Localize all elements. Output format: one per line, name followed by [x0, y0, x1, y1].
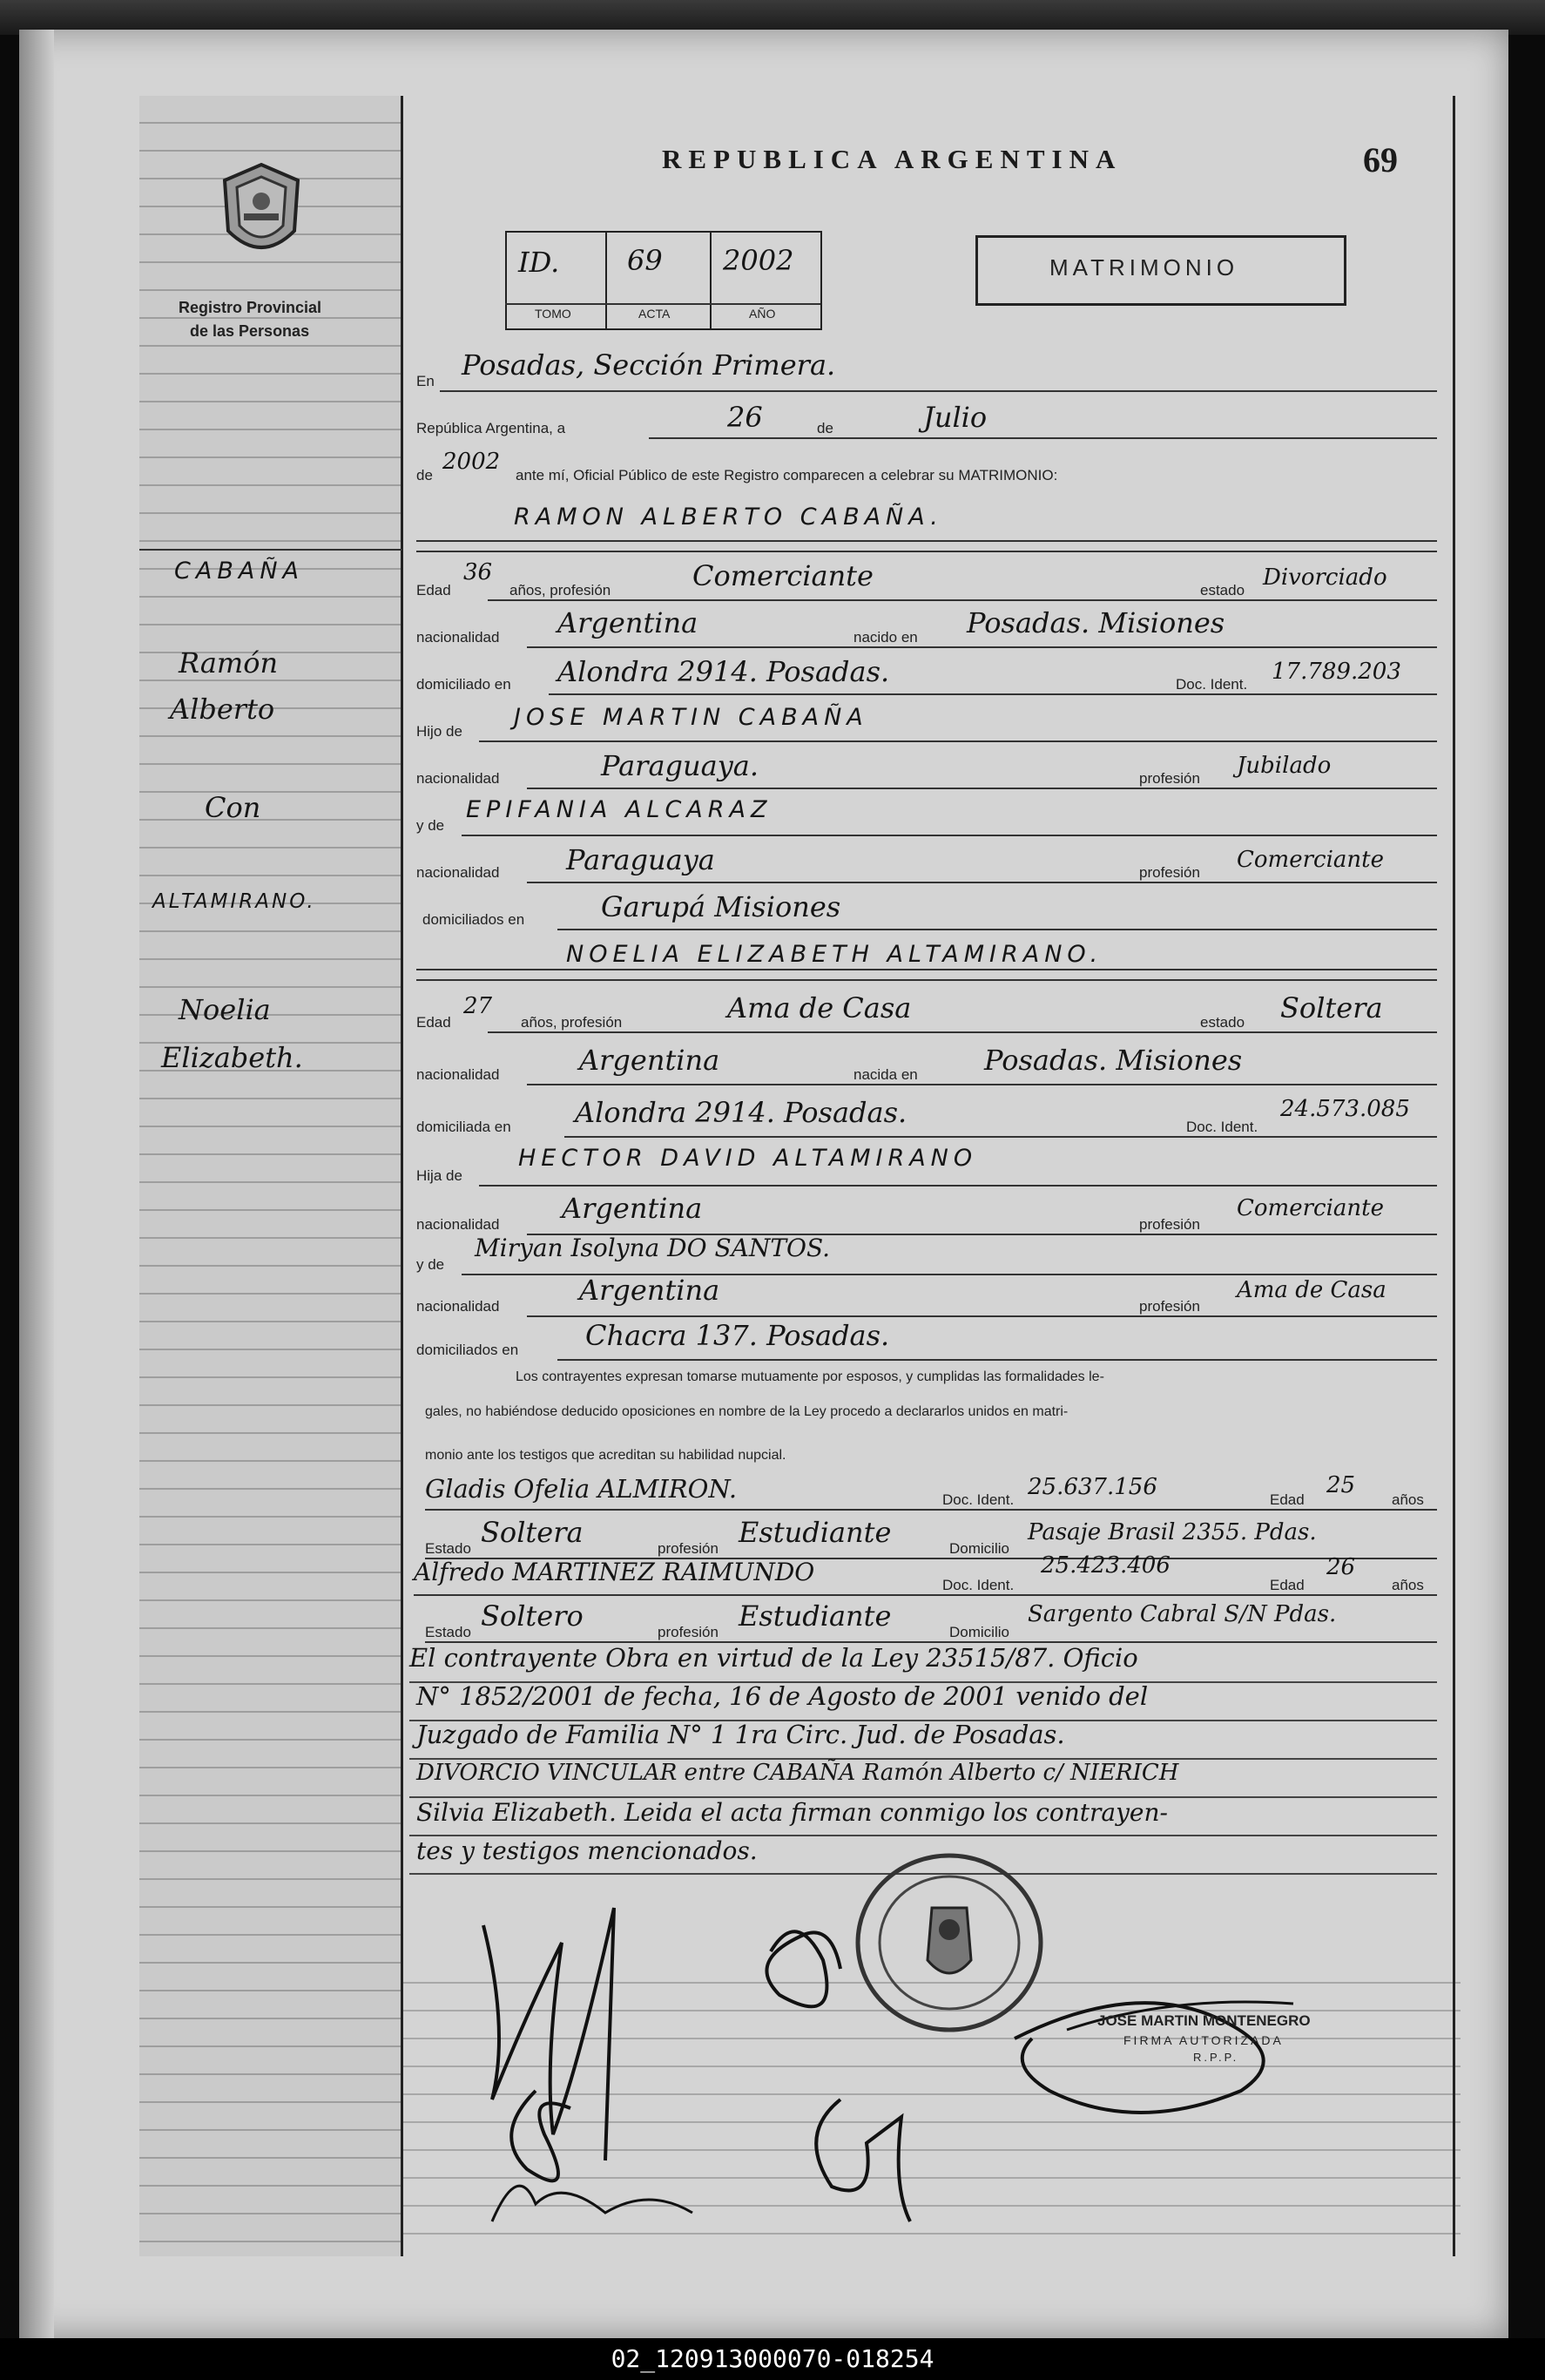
rule [527, 646, 1437, 648]
republica-label: República Argentina, a [416, 420, 566, 436]
groom-father-profession: Jubilado [1237, 753, 1332, 779]
groom-mother: EPIFANIA ALCARAZ [466, 796, 772, 823]
groom-parents-domicile: Garupá Misiones [601, 890, 841, 923]
witness1-estado-label: Estado [425, 1540, 471, 1557]
witness2-anos-label: años [1392, 1577, 1424, 1593]
rule [416, 551, 1437, 552]
bride-domicile: Alondra 2914. Posadas. [575, 1096, 907, 1129]
bride-doc: 24.573.085 [1280, 1096, 1410, 1122]
witness1-edad-label: Edad [1270, 1491, 1305, 1508]
witness1-profession: Estudiante [739, 1516, 892, 1549]
tomo-label: TOMO [535, 307, 571, 321]
statement-line2: gales, no habiéndose deducido oposiciones en nombre de la Ley procedo a declararlos unidos en matri- [425, 1404, 1069, 1419]
rule [564, 1136, 1437, 1138]
place: Posadas, Sección Primera. [462, 348, 836, 382]
groom-doc-label: Doc. Ident. [1176, 676, 1248, 693]
record-box-rule [505, 303, 820, 305]
bride-birthplace: Posadas. Misiones [984, 1044, 1243, 1077]
groom-father-prof-label: profesión [1139, 770, 1200, 787]
witness1-domicile: Pasaje Brasil 2355. Pdas. [1028, 1519, 1317, 1545]
margin-groom-surname: CABAÑA [174, 558, 304, 585]
witness2-estado: Soltero [481, 1599, 584, 1633]
note-line: El contrayente Obra en virtud de la Ley 23515/87. Oficio [409, 1643, 1138, 1673]
bride-estado: Soltera [1280, 991, 1383, 1024]
witness2-prof-label: profesión [658, 1624, 719, 1640]
margin-groom-given1: Ramón [179, 646, 279, 680]
groom-doc: 17.789.203 [1272, 659, 1401, 685]
bride-father-nationality: Argentina [562, 1192, 703, 1225]
bride-hija-label: Hija de [416, 1167, 462, 1184]
witness1-anos-label: años [1392, 1491, 1424, 1508]
witness1-doc-label: Doc. Ident. [942, 1491, 1015, 1508]
image-code: 02_120913000070-018254 [0, 2338, 1545, 2380]
witness2-domicile: Sargento Cabral S/N Pdas. [1028, 1601, 1337, 1627]
bride-mother-prof-label: profesión [1139, 1298, 1200, 1315]
tomo-value: ID. [518, 246, 560, 279]
rule [488, 599, 1437, 601]
groom-profession: Comerciante [692, 559, 874, 592]
groom-father-nationality: Paraguaya. [601, 749, 759, 782]
groom-father: JOSE MARTIN CABAÑA [514, 704, 868, 731]
groom-dom-label: domiciliado en [416, 676, 511, 693]
witness1-prof-label: profesión [658, 1540, 719, 1557]
document-title: REPUBLICA ARGENTINA [662, 144, 1123, 174]
year: 2002 [442, 449, 501, 475]
rule [557, 929, 1437, 930]
bride-profession: Ama de Casa [727, 991, 912, 1024]
note-line: tes y testigos mencionados. [416, 1836, 758, 1865]
de-label: de [817, 420, 833, 436]
rule [462, 835, 1437, 836]
witness2-age: 26 [1326, 1554, 1356, 1580]
rule [527, 1315, 1437, 1317]
record-box-divider [710, 231, 712, 328]
rule [416, 540, 1437, 542]
witness2-edad-label: Edad [1270, 1577, 1305, 1593]
groom-hijo-label: Hijo de [416, 723, 462, 740]
groom-age: 36 [463, 559, 493, 585]
statement-line3: monio ante los testigos que acreditan su habilidad nupcial. [425, 1448, 786, 1463]
acta-label: ACTA [638, 307, 671, 321]
en-label: En [416, 373, 435, 389]
groom-profesion-label: años, profesión [509, 582, 611, 598]
witness2-dom-label: Domicilio [949, 1624, 1009, 1640]
bride-edad-label: Edad [416, 1014, 451, 1031]
margin-con: Con [205, 791, 261, 824]
right-border [1453, 96, 1455, 2256]
bride-parents-dom-label: domiciliados en [416, 1342, 519, 1358]
groom-estado: Divorciado [1263, 565, 1387, 591]
groom-mother-profession: Comerciante [1237, 847, 1384, 873]
margin-divider [401, 96, 403, 2256]
note-line: DIVORCIO VINCULAR entre CABAÑA Ramón Alberto c/ NIERICH [416, 1760, 1179, 1786]
rule [527, 788, 1437, 789]
note-line: Juzgado de Familia N° 1 1ra Circ. Jud. de Posadas. [416, 1720, 1065, 1749]
page-number: 69 [1363, 140, 1398, 179]
margin-bride-surname: ALTAMIRANO. [152, 890, 316, 913]
margin-bride-given1: Noelia [179, 993, 271, 1026]
rule [416, 969, 1437, 970]
groom-birthplace: Posadas. Misiones [967, 606, 1225, 639]
coat-of-arms-icon [218, 161, 305, 266]
groom-estado-label: estado [1200, 582, 1245, 598]
bride-mother-nationality: Argentina [579, 1274, 720, 1307]
bride-yde-label: y de [416, 1256, 445, 1273]
witness1-doc: 25.637.156 [1028, 1474, 1157, 1500]
bride-doc-label: Doc. Ident. [1186, 1119, 1258, 1135]
groom-mother-nat-label: nacionalidad [416, 864, 500, 881]
note-line: N° 1852/2001 de fecha, 16 de Agosto de 2001 venido del [416, 1681, 1149, 1711]
ante-text: ante mí, Oficial Público de este Registro comparecen a celebrar su MATRIMONIO: [516, 467, 1058, 483]
margin-groom-given2: Alberto [170, 693, 275, 726]
rule [527, 882, 1437, 883]
bride-full-name: NOELIA ELIZABETH ALTAMIRANO. [566, 941, 1103, 968]
bride-profesion-label: años, profesión [521, 1014, 623, 1031]
day: 26 [727, 401, 763, 434]
book-spine [19, 30, 54, 2338]
rule [425, 1509, 1437, 1511]
bride-nacida-label: nacida en [853, 1066, 918, 1083]
margin-ruled-column [139, 96, 401, 2256]
stamp-name-line: JOSE MARTIN MONTENEGRO [1097, 2012, 1311, 2029]
groom-full-name: RAMON ALBERTO CABAÑA. [514, 504, 943, 531]
groom-nationality: Argentina [557, 606, 698, 639]
groom-nacido-label: nacido en [853, 629, 918, 646]
rule [416, 979, 1437, 981]
record-type: MATRIMONIO [1049, 254, 1239, 281]
bride-dom-label: domiciliada en [416, 1119, 511, 1135]
rule [479, 740, 1437, 742]
rule [440, 390, 1437, 392]
bride-father-nat-label: nacionalidad [416, 1216, 500, 1233]
record-box-divider [605, 231, 607, 328]
bride-father: HECTOR DAVID ALTAMIRANO [518, 1145, 978, 1172]
bride-mother-nat-label: nacionalidad [416, 1298, 500, 1315]
groom-yde-label: y de [416, 817, 445, 834]
rule [527, 1084, 1437, 1085]
stamp-org-line: R.P.P. [1193, 2051, 1239, 2064]
rule [479, 1185, 1437, 1187]
de2-label: de [416, 467, 433, 483]
groom-parents-dom-label: domiciliados en [422, 911, 525, 928]
margin-top-rule [139, 549, 402, 551]
witness1-age: 25 [1326, 1472, 1356, 1498]
month: Julio [923, 401, 988, 434]
bride-estado-label: estado [1200, 1014, 1245, 1031]
witness2-doc-label: Doc. Ident. [942, 1577, 1015, 1593]
rule [414, 1594, 1437, 1596]
rule [549, 693, 1437, 695]
ano-value: 2002 [723, 244, 794, 277]
groom-mother-nationality: Paraguaya [566, 843, 715, 876]
rule [488, 1031, 1437, 1033]
stamp-role-line: FIRMA AUTORIZADA [1123, 2033, 1284, 2047]
note-line: Silvia Elizabeth. Leida el acta firman conmigo los contrayen- [416, 1798, 1168, 1827]
rule [649, 437, 1437, 439]
signatures-icon [457, 1873, 1433, 2239]
witness2-estado-label: Estado [425, 1624, 471, 1640]
bride-father-profession: Comerciante [1237, 1195, 1384, 1221]
bride-age: 27 [463, 993, 493, 1019]
witness1-estado: Soltera [481, 1516, 584, 1549]
bride-mother-profession: Ama de Casa [1237, 1277, 1386, 1303]
groom-edad-label: Edad [416, 582, 451, 598]
witness2-name: Alfredo MARTINEZ RAIMUNDO [414, 1558, 815, 1586]
bride-nat-label: nacionalidad [416, 1066, 500, 1083]
witness2-profession: Estudiante [739, 1599, 892, 1633]
bride-mother: Miryan Isolyna DO SANTOS. [475, 1234, 831, 1262]
registry-name-line1: Registro Provincial [179, 299, 322, 316]
groom-nat-label: nacionalidad [416, 629, 500, 646]
margin-bride-given2: Elizabeth. [161, 1041, 303, 1074]
witness1-name: Gladis Ofelia ALMIRON. [425, 1474, 738, 1504]
bride-father-prof-label: profesión [1139, 1216, 1200, 1233]
bride-parents-domicile: Chacra 137. Posadas. [585, 1319, 890, 1352]
groom-mother-prof-label: profesión [1139, 864, 1200, 881]
rule [557, 1359, 1437, 1361]
groom-father-nat-label: nacionalidad [416, 770, 500, 787]
bride-nationality: Argentina [579, 1044, 720, 1077]
ano-label: AÑO [749, 307, 776, 321]
acta-value: 69 [627, 244, 663, 277]
witness1-dom-label: Domicilio [949, 1540, 1009, 1557]
registry-name-line2: de las Personas [190, 322, 310, 340]
groom-domicile: Alondra 2914. Posadas. [557, 655, 890, 688]
witness2-doc: 25.423.406 [1041, 1552, 1171, 1579]
statement-line1: Los contrayentes expresan tomarse mutuamente por esposos, y cumplidas las formalidades le- [516, 1369, 1104, 1384]
